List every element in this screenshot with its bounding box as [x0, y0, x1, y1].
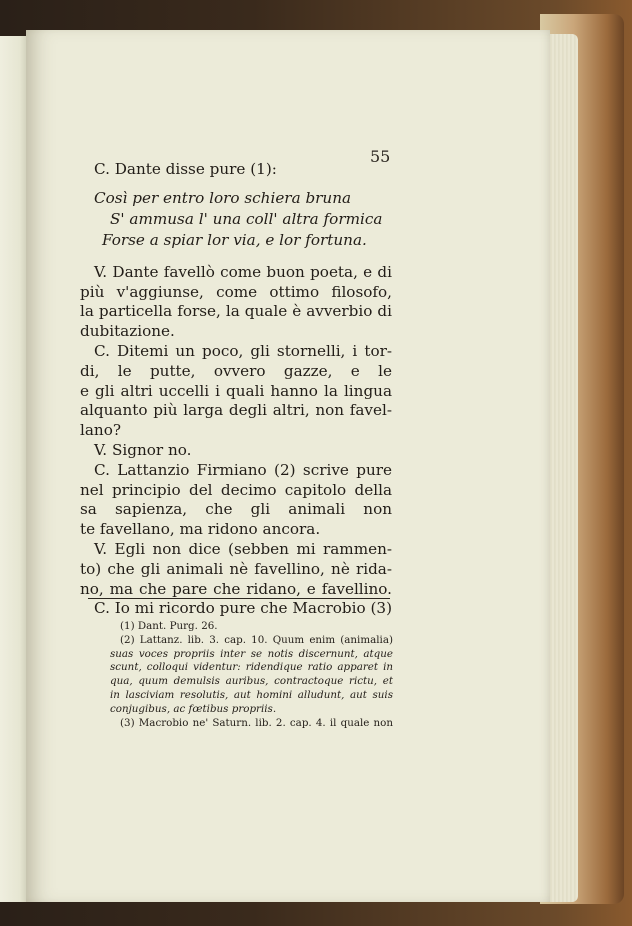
footnotes: [110, 620, 393, 730]
text-line: di, le putte, ovvero gazze, e le: [80, 361, 392, 380]
footnote-line: suas voces propriis inter se notis discernunt, atque: [110, 647, 393, 660]
stanza-gap: [80, 251, 392, 263]
text-line: to) che gli animali nè favellino, nè rida-: [80, 559, 392, 578]
footnote-rule: [88, 598, 390, 599]
text-line: alquanto più larga degli altri, non favel-: [80, 401, 392, 420]
facing-page-edge: [0, 36, 28, 902]
text-line: C. Lattanzio Firmiano (2) scrive pure: [94, 460, 392, 479]
footnote-line: qua, quum demulsis auribus, contractoque rictu, et: [110, 675, 393, 688]
text-line: V. Signor no.: [94, 440, 192, 459]
main-text: [80, 160, 392, 619]
footnote-line: (1) Dant. Purg. 26.: [120, 620, 218, 632]
verse-line: Forse a spiar lor via, e lor fortuna.: [102, 230, 367, 249]
footnote-line: conjugibus, ac fœtibus propriis.: [110, 702, 277, 715]
text-line: no, ma che pare che ridano, e favellino.: [80, 579, 392, 598]
text-line: C. Io mi ricordo pure che Macrobio (3): [94, 599, 392, 618]
verse-line: S' ammusa l' una coll' altra formica: [110, 209, 383, 228]
intro-line: C. Dante disse pure (1):: [94, 160, 277, 178]
text-line: te favellano, ma ridono ancora.: [80, 520, 321, 539]
footnote-line: scunt, colloqui videntur: ridendique ratio apparet in: [110, 661, 393, 674]
text-line: e gli altri uccelli i quali hanno la lingua: [80, 381, 392, 400]
text-line: lano?: [80, 421, 121, 440]
text-line: V. Dante favellò come buon poeta, e di: [94, 262, 392, 281]
text-line: sa sapienza, che gli animali non: [80, 500, 392, 519]
page-number: 55: [370, 147, 391, 166]
text-line: dubitazione.: [80, 322, 175, 341]
text-line: la particella forse, la quale è avverbio di: [80, 302, 392, 321]
text-line: V. Egli non dice (sebben mi rammen-: [94, 539, 392, 558]
footnote-line: in lasciviam resolutis, aut homini alludunt, aut suis: [110, 688, 393, 701]
text-line: nel principio del decimo capitolo della: [80, 480, 392, 499]
text-line: C. Ditemi un poco, gli stornelli, i tor-: [94, 341, 392, 360]
verse-line: Così per entro loro schiera bruna: [94, 188, 352, 207]
text-line: più v'aggiunse, come ottimo filosofo,: [80, 282, 392, 301]
footnote-line: (3) Macrobio ne' Saturn. lib. 2. cap. 4. il quale non: [120, 716, 393, 729]
footnote-line: (2) Lattanz. lib. 3. cap. 10. Quum enim (animalia): [120, 633, 393, 646]
